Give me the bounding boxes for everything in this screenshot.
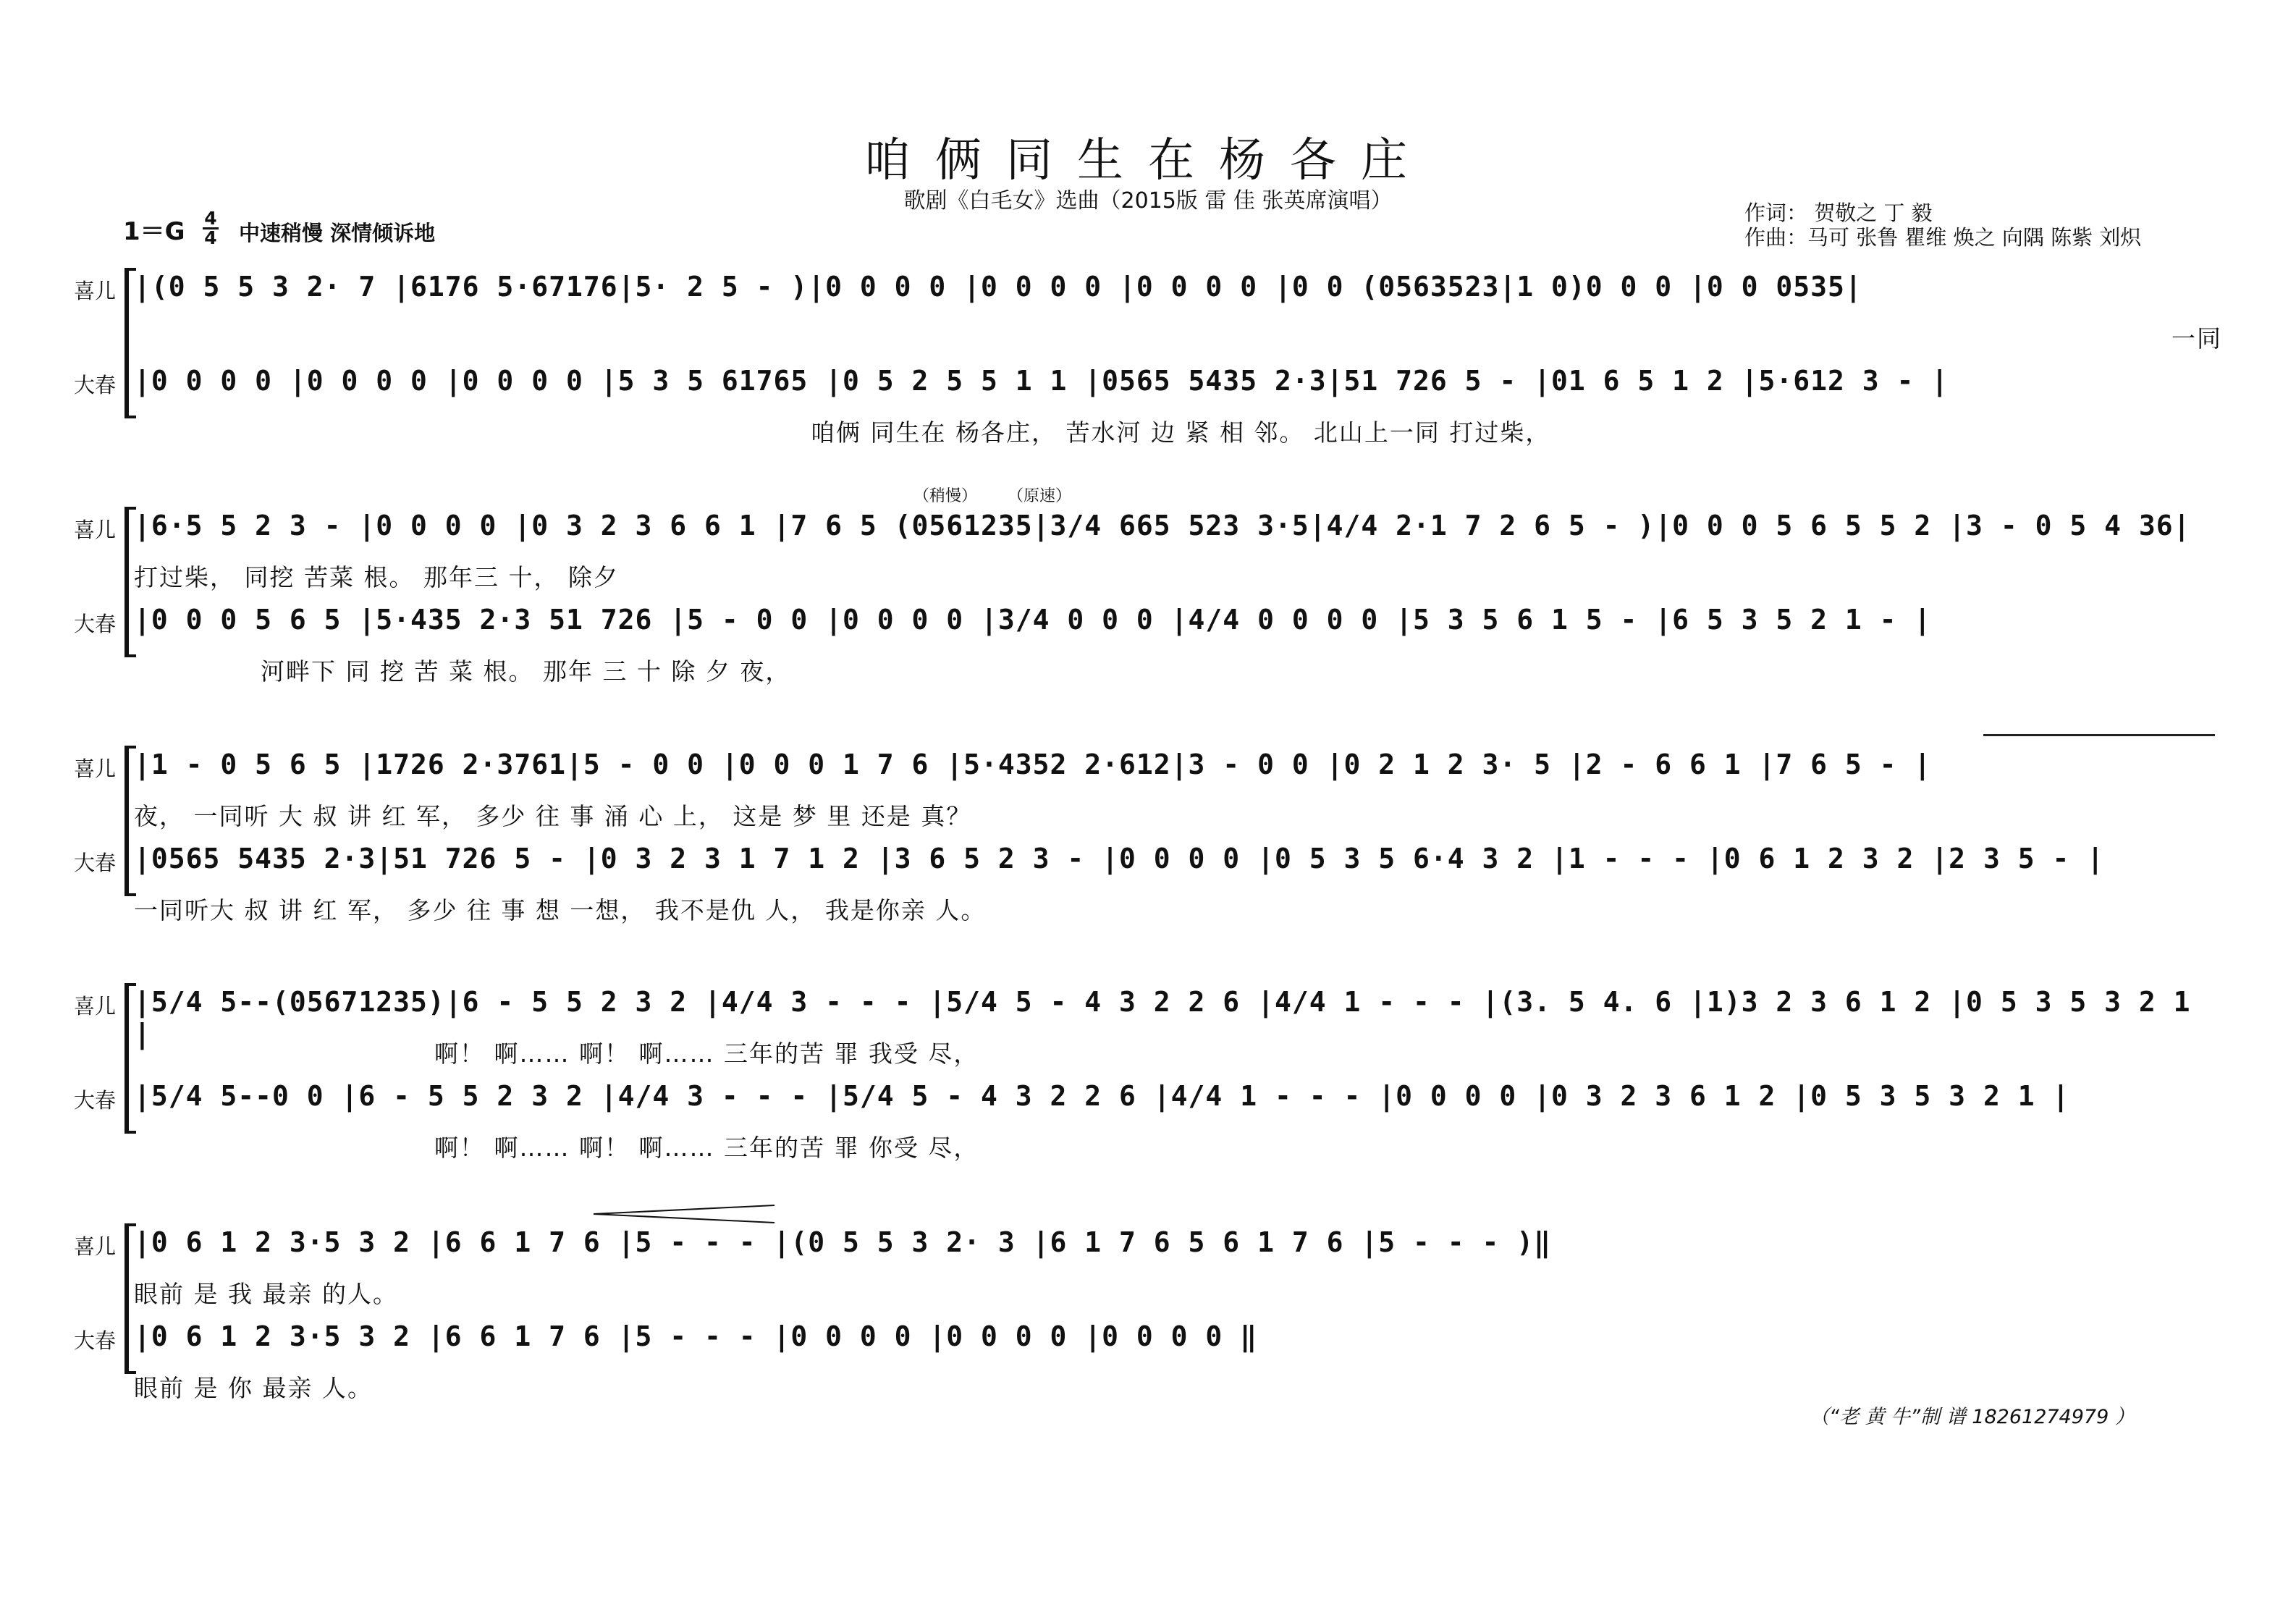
transcriber-credit: （“老 黄 牛”制 谱 18261274979 ） bbox=[1810, 1406, 2135, 1428]
time-signature-bottom: 4 bbox=[204, 227, 217, 248]
lyrics-upper: 一同 bbox=[2172, 324, 2222, 353]
lyrics-lower: 河畔下 同 挖 苦 菜 根。 那年 三 十 除 夕 夜， bbox=[261, 657, 791, 686]
voice-label-lower: 大春 bbox=[73, 1328, 116, 1353]
voice-label-upper: 喜儿 bbox=[73, 756, 116, 781]
time-signature-top: 4 bbox=[204, 208, 217, 229]
composer-credit: 作曲：马可 张鲁 瞿维 焕之 向隅 陈紫 刘炽 bbox=[1744, 225, 2142, 250]
phrase-slur bbox=[1983, 734, 2215, 736]
notes-lower: |0565 5435 2·3|51 726 5 - |0 3 2 3 1 7 1 2 |3 6 5 2 3 - |0 0 0 0 |0 5 3 5 6·4 3 2 |1 - - - |0 6 1 2 3 2 |2 3 5 - | bbox=[134, 843, 2105, 874]
voice-label-upper: 喜儿 bbox=[73, 994, 116, 1019]
notes-lower: |0 0 0 5 6 5 |5·435 2·3 51 726 |5 - 0 0 |0 0 0 0 |3/4 0 0 0 |4/4 0 0 0 0 |5 3 5 6 1 5 - |6 5 3 5 2 1 - | bbox=[134, 604, 1932, 636]
notes-upper: |1 - 0 5 6 5 |1726 2·3761|5 - 0 0 |0 0 0 1 7 6 |5·4352 2·612|3 - 0 0 |0 2 1 2 3· 5 |2 - 6 6 1 |7 6 5 - | bbox=[134, 749, 1932, 780]
lyrics-upper: 夜， 一同听 大 叔 讲 红 军， 多少 往 事 涌 心 上， 这是 梦 里 还是 真？ bbox=[134, 802, 972, 830]
notes-upper: |(0 5 5 3 2· 7 |6176 5·67176|5· 2 5 - )|0 0 0 0 |0 0 0 0 |0 0 0 0 |0 0 (0563523|1 0)0 0 0 |0 0 0535| bbox=[134, 271, 1862, 303]
notes-upper: |0 6 1 2 3·5 3 2 |6 6 1 7 6 |5 - - - |(0 5 5 3 2· 3 |6 1 7 6 5 6 1 7 6 |5 - - - )‖ bbox=[134, 1226, 1551, 1258]
subtitle: 歌剧《白毛女》选曲（2015版 雷 佳 张英席演唱） bbox=[903, 188, 1393, 214]
voice-label-lower: 大春 bbox=[73, 851, 116, 875]
voice-label-lower: 大春 bbox=[73, 612, 116, 636]
system-4 bbox=[73, 983, 2222, 1162]
annotation-slower: （稍慢） bbox=[913, 487, 978, 505]
system-5 bbox=[73, 1223, 2222, 1402]
page-title: 咱俩同生在杨各庄 bbox=[864, 134, 1432, 187]
voice-label-upper: 喜儿 bbox=[73, 279, 116, 303]
crescendo-hairpin bbox=[594, 1203, 782, 1225]
lyrics-lower: 咱俩 同生在 杨各庄， 苦水河 边 紧 相 邻。 北山上一同 打过柴， bbox=[811, 418, 1551, 447]
system-3 bbox=[73, 746, 2222, 924]
lyrics-upper: 打过柴， 同挖 苦菜 根。 那年三 十， 除夕 bbox=[134, 563, 619, 591]
voice-label-lower: 大春 bbox=[73, 1088, 116, 1113]
system-2 bbox=[73, 507, 2222, 686]
notes-upper: |5/4 5--(05671235)|6 - 5 5 2 3 2 |4/4 3 - - - |5/4 5 - 4 3 2 2 6 |4/4 1 - - - |(3. 5 4. 6 |1)3 2 3 6 1 2 |0 5 3 5 3 2 1 | bbox=[134, 986, 2191, 1050]
lyricist-credit: 作词： 贺敬之 丁 毅 bbox=[1744, 201, 1933, 225]
lyrics-lower: 眼前 是 你 最亲 人。 bbox=[134, 1374, 373, 1402]
lyrics-upper: 啊！ 啊…… 啊！ 啊…… 三年的苦 罪 我受 尽， bbox=[434, 1040, 979, 1068]
notes-upper: |6·5 5 2 3 - |0 0 0 0 |0 3 2 3 6 6 1 |7 6 5 (0561235|3/4 665 523 3·5|4/4 2·1 7 2 6 5 - )|0 0 0 5 6 5 5 2 |3 - 0 5 4 36| bbox=[134, 510, 2191, 541]
system-1 bbox=[73, 268, 2222, 447]
voice-label-upper: 喜儿 bbox=[73, 518, 116, 542]
lyrics-lower: 一同听大 叔 讲 红 军， 多少 往 事 想 一想， 我不是仇 人， 我是你亲 人。 bbox=[134, 896, 987, 924]
notes-lower: |5/4 5--0 0 |6 - 5 5 2 3 2 |4/4 3 - - - |5/4 5 - 4 3 2 2 6 |4/4 1 - - - |0 0 0 0 |0 3 2 3 6 1 2 |0 5 3 5 3 2 1 | bbox=[134, 1080, 2070, 1112]
annotation-original-tempo: （原速） bbox=[1008, 487, 1072, 505]
time-signature bbox=[203, 210, 219, 247]
lyrics-lower: 啊！ 啊…… 啊！ 啊…… 三年的苦 罪 你受 尽， bbox=[434, 1134, 979, 1162]
lyrics-upper: 眼前 是 我 最亲 的人。 bbox=[134, 1280, 398, 1308]
notes-lower: |0 0 0 0 |0 0 0 0 |0 0 0 0 |5 3 5 61765 |0 5 2 5 5 1 1 |0565 5435 2·3|51 726 5 - |01 6 5 1 2 |5·612 3 - | bbox=[134, 365, 1949, 397]
tempo-marking: 中速稍慢 深情倾诉地 bbox=[239, 221, 436, 245]
voice-label-lower: 大春 bbox=[73, 373, 116, 397]
key-signature: 1＝G bbox=[123, 217, 185, 246]
notes-lower: |0 6 1 2 3·5 3 2 |6 6 1 7 6 |5 - - - |0 0 0 0 |0 0 0 0 |0 0 0 0 ‖ bbox=[134, 1320, 1258, 1352]
voice-label-upper: 喜儿 bbox=[73, 1234, 116, 1259]
